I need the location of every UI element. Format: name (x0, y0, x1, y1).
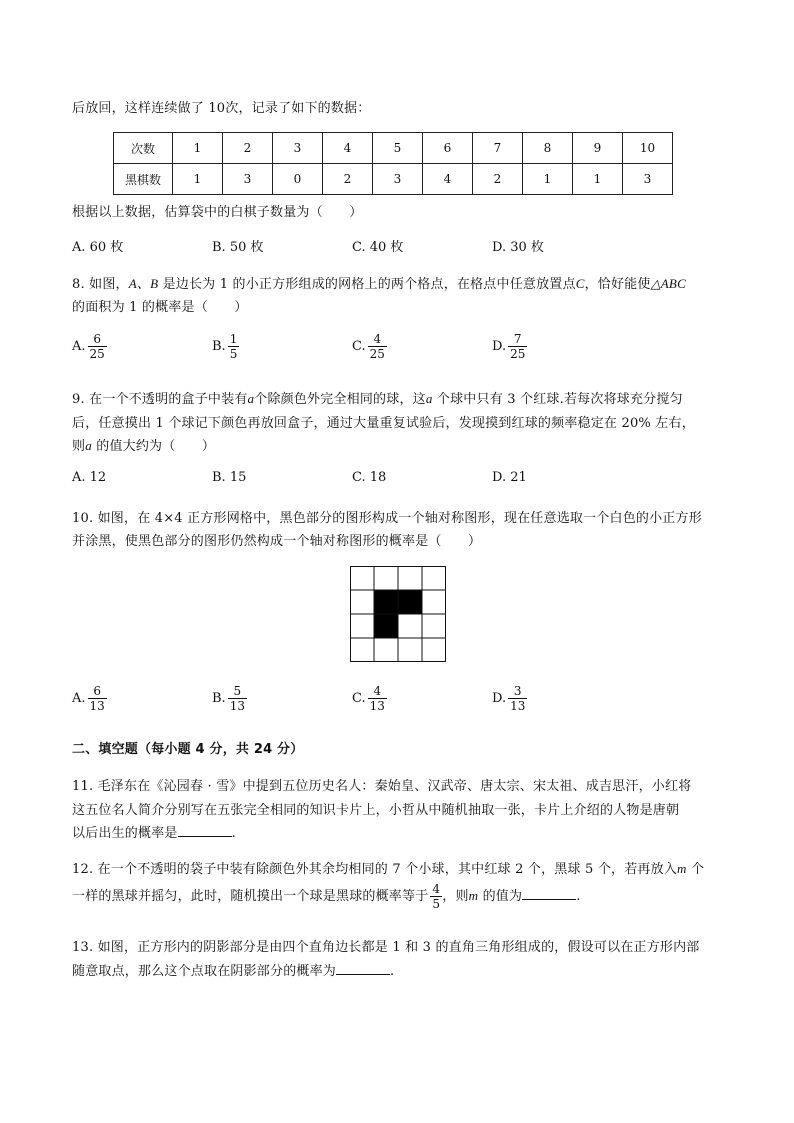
table-cell: 1 (173, 133, 223, 164)
answer-blank (336, 962, 390, 975)
fraction (88, 332, 107, 361)
fraction-numerator: 4 (373, 684, 382, 698)
option-label: D. (492, 339, 507, 354)
q12-text: 的值为 (478, 889, 523, 904)
q9-text: 则 (72, 439, 86, 454)
q13-text: 随意取点，那么这个点取在阴影部分的概率为 (72, 964, 337, 979)
q12-text: ，则 (442, 889, 469, 904)
q8-option-c (352, 332, 387, 361)
fraction (368, 332, 387, 361)
table-cell: 次数 (114, 133, 173, 164)
q10-line1: 10. 如图，在 4×4 正方形网格中，黑色部分的图形构成一个轴对称图形，现在任意选取一个白色的小正方形 (72, 511, 702, 526)
q9-option-d: D. 21 (492, 470, 527, 485)
q9-line1 (72, 388, 683, 407)
q8-line1 (72, 273, 686, 292)
q9-option-b: B. 15 (212, 470, 247, 485)
table-cell: 2 (473, 164, 523, 195)
fraction-denominator: 5 (229, 347, 238, 361)
fraction (228, 332, 240, 361)
fraction-denominator: 13 (229, 699, 245, 713)
intro-line: 后放回，这样连续做了 10次，记录了如下的数据： (72, 101, 371, 116)
fraction (508, 332, 527, 361)
option-label: B. (212, 339, 226, 354)
option-label: A. (72, 691, 86, 706)
fraction-denominator: 5 (432, 897, 441, 911)
option-label: B. (212, 691, 226, 706)
table-cell: 0 (273, 164, 323, 195)
fraction (228, 684, 247, 713)
fraction-numerator: 4 (373, 332, 382, 346)
q7-option-a: A. 60 枚 (72, 240, 124, 255)
q7-option-d: D. 30 枚 (492, 240, 544, 255)
table-cell: 3 (273, 133, 323, 164)
q10-option-c (352, 684, 387, 713)
q8-option-a (72, 332, 107, 361)
section-heading: 二、填空题（每小题 4 分，共 24 分） (72, 742, 304, 757)
q9-text: 个除颜色外完全相同的球，这 (254, 392, 426, 407)
option-label: C. (352, 691, 366, 706)
fraction-numerator: 1 (229, 332, 238, 346)
q7-question: 根据以上数据，估算袋中的白棋子数量为（ ） (72, 205, 363, 220)
fraction-numerator: 5 (233, 684, 242, 698)
q11-line3 (72, 822, 236, 841)
grid-lines (350, 566, 446, 662)
fraction-denominator: 25 (89, 347, 105, 361)
fraction (430, 882, 442, 911)
q9-option-a: A. 12 (72, 470, 107, 485)
q9-text: 9. 在一个不透明的盒子中装有 (72, 392, 248, 407)
table-cell: 1 (173, 164, 223, 195)
table-cell: 3 (623, 164, 673, 195)
q9-var: a (247, 391, 255, 406)
table-cell: 2 (323, 164, 373, 195)
fraction (368, 684, 387, 713)
fraction-denominator: 25 (369, 347, 385, 361)
q10-option-b (212, 684, 247, 713)
period: . (390, 964, 395, 979)
q9-text: 个球中只有 3 个红球.若每次将球充分搅匀 (432, 392, 683, 407)
q10-option-a (72, 684, 107, 713)
fraction-numerator: 6 (93, 332, 101, 346)
q7-option-c: C. 40 枚 (352, 240, 404, 255)
q12-text: 个 (686, 862, 705, 877)
period: . (576, 889, 581, 904)
q9-var: a (425, 391, 433, 406)
answer-blank (178, 824, 232, 837)
q8-points: A、B (128, 276, 159, 291)
q8-text: ，恰好能使 (584, 277, 651, 292)
q8-text: 是边长为 1 的小正方形组成的网格上的两个格点，在格点中任意放置点 (158, 277, 576, 292)
q12-text: 12. 在一个不透明的袋子中装有除颜色外其余均相同的 7 个小球，其中红球 2 个，黑球 5 个，若再放入 (72, 862, 678, 877)
q12-line2 (72, 882, 581, 911)
option-label: C. (352, 339, 366, 354)
option-label: D. (492, 691, 507, 706)
q10-option-d (492, 684, 527, 713)
answer-blank (522, 887, 576, 900)
q9-line2: 后，任意摸出 1 个球记下颜色再放回盒子，通过大量重复试验后，发现摸到红球的频率稳定在 20% 左右， (72, 416, 695, 431)
fraction-numerator: 7 (513, 332, 522, 346)
q12-text: 一样的黑球并摇匀，此时，随机摸出一个球是黑球的概率等于 (72, 889, 429, 904)
q8-point-c: C (575, 276, 585, 291)
table-cell: 1 (573, 164, 623, 195)
fraction-denominator: 25 (510, 347, 526, 361)
table-cell: 10 (623, 133, 673, 164)
period: . (231, 826, 236, 841)
fraction (508, 684, 527, 713)
data-table (113, 132, 673, 195)
q11-line1: 11. 毛泽东在《沁园春 · 雪》中提到五位历史名人：秦始皇、汉武帝、唐太宗、宋太祖、成吉思汗，小红将 (72, 779, 692, 794)
table-cell: 黑棋数 (114, 164, 173, 195)
q8-option-d (492, 332, 527, 361)
q10-line2: 并涂黑，使黑色部分的图形仍然构成一个轴对称图形的概率是（ ） (72, 534, 482, 549)
table-cell: 8 (523, 133, 573, 164)
q12-var: m (468, 888, 479, 903)
table-cell: 6 (423, 133, 473, 164)
fraction-numerator: 4 (432, 882, 441, 896)
q12-var: m (677, 861, 687, 876)
q12-line1 (72, 858, 704, 877)
table-cell: 9 (573, 133, 623, 164)
q9-line3 (72, 435, 215, 454)
table-cell: 2 (223, 133, 273, 164)
table-cell: 4 (323, 133, 373, 164)
fraction-denominator: 13 (89, 699, 105, 713)
table-cell: 1 (523, 164, 573, 195)
q9-text: 的值大约为（ ） (91, 439, 216, 454)
q9-var: a (85, 438, 92, 453)
fraction-denominator: 13 (369, 699, 385, 713)
table-cell: 4 (423, 164, 473, 195)
table-row (114, 164, 673, 195)
q11-text: 以后出生的概率是 (72, 826, 178, 841)
table-cell: 3 (223, 164, 273, 195)
q13-line2 (72, 960, 394, 979)
fraction-denominator: 13 (510, 699, 526, 713)
q7-option-b: B. 50 枚 (212, 240, 264, 255)
q8-text: 8. 如图， (72, 277, 129, 292)
table-cell: 5 (373, 133, 423, 164)
table-row (114, 133, 673, 164)
q11-line2: 这五位名人简介分别写在五张完全相同的知识卡片上，小哲从中随机抽取一张，卡片上介绍的人物是唐朝 (72, 803, 680, 818)
q9-option-c: C. 18 (352, 470, 387, 485)
q8-line2: 的面积为 1 的概率是（ ） (72, 300, 248, 315)
table-cell: 3 (373, 164, 423, 195)
q8-option-b (212, 332, 239, 361)
q13-line1: 13. 如图，正方形内的阴影部分是由四个直角边长都是 1 和 3 的直角三角形组成的，假设可以在正方形内部 (72, 940, 700, 955)
q8-triangle: △ABC (650, 276, 686, 291)
option-label: A. (72, 339, 86, 354)
fraction-numerator: 3 (513, 684, 522, 698)
table-cell: 7 (473, 133, 523, 164)
black-cell-bottom (374, 614, 398, 638)
fraction (88, 684, 107, 713)
grid-figure (350, 566, 446, 662)
fraction-numerator: 6 (93, 684, 101, 698)
